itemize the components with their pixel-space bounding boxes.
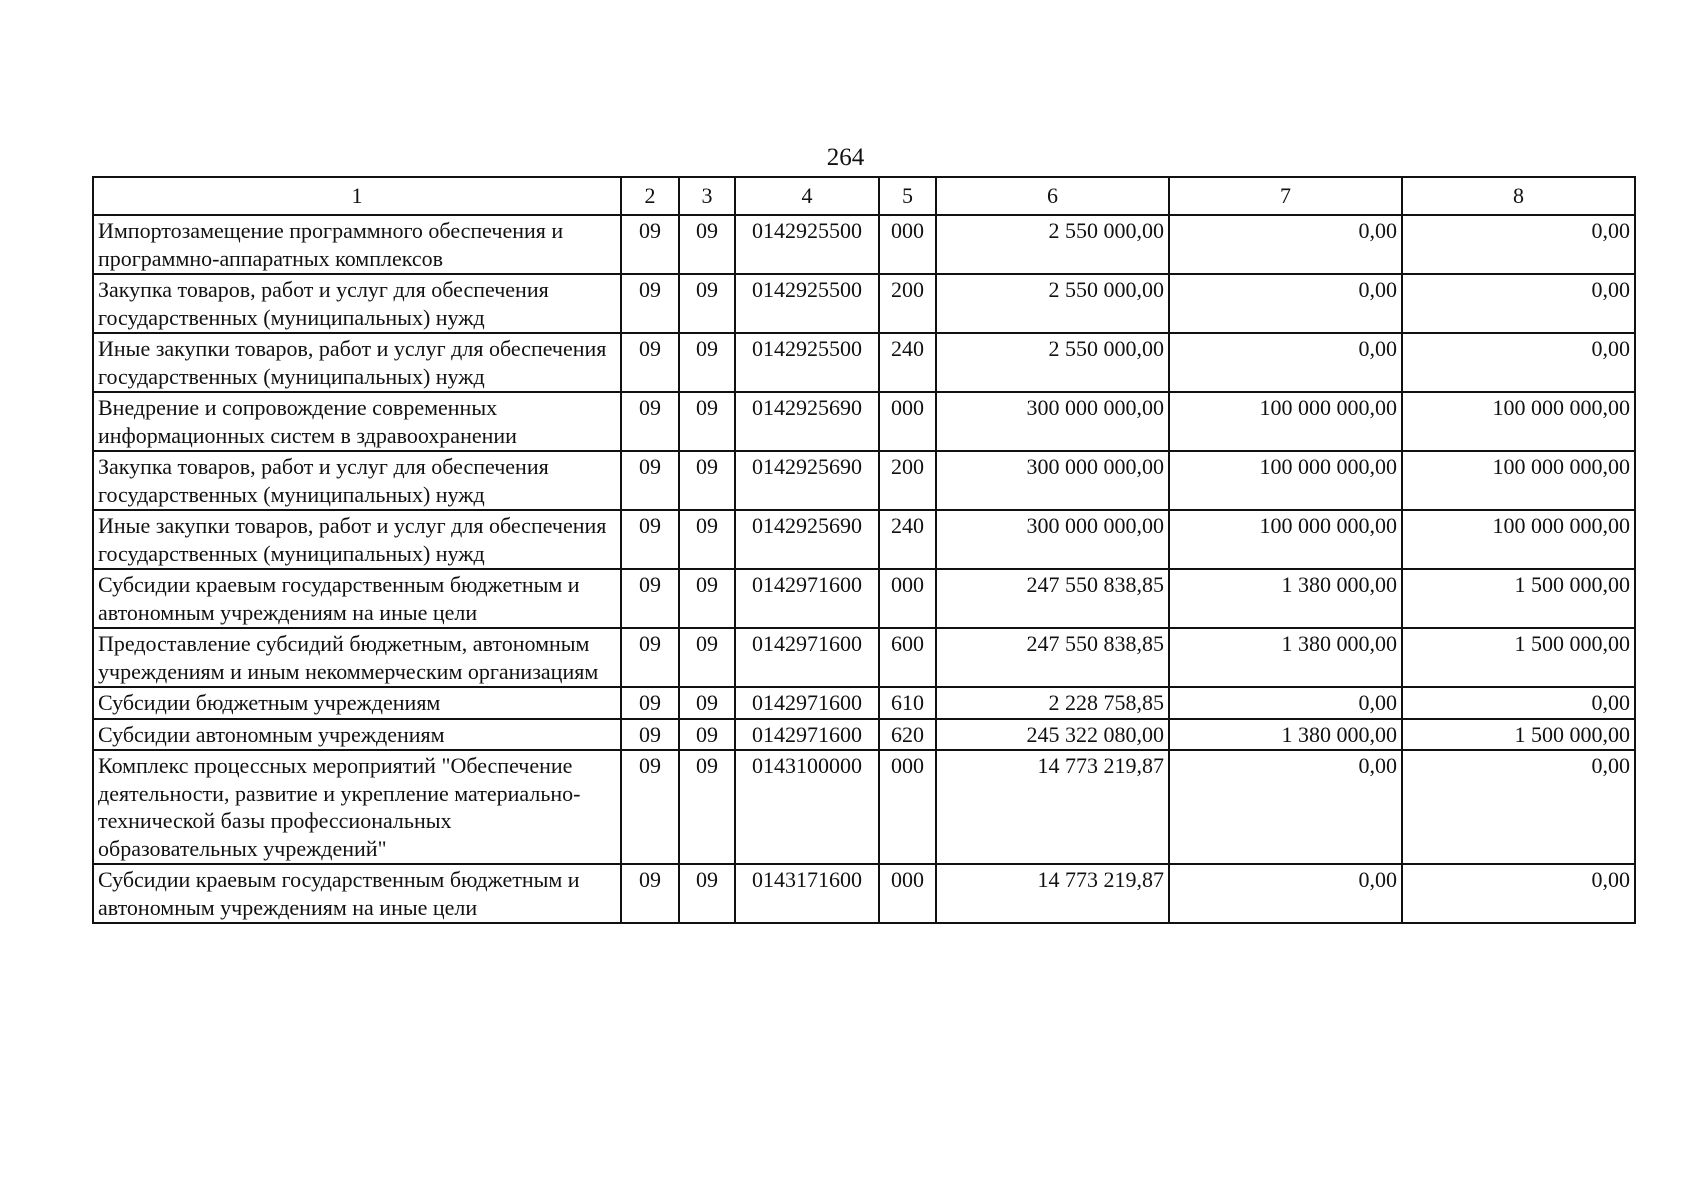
amount-col6-cell: 2 228 758,85 <box>936 687 1169 719</box>
subsection-code-cell: 09 <box>679 333 735 392</box>
column-header: 1 <box>93 177 621 215</box>
column-header: 4 <box>735 177 879 215</box>
section-code-cell: 09 <box>621 451 679 510</box>
column-header: 2 <box>621 177 679 215</box>
amount-col6-cell: 2 550 000,00 <box>936 274 1169 333</box>
section-code-cell: 09 <box>621 274 679 333</box>
table-row <box>93 333 1635 392</box>
expense-type-cell: 620 <box>879 719 936 751</box>
subsection-code-cell: 09 <box>679 451 735 510</box>
row-name-cell: Иные закупки товаров, работ и услуг для обеспечения государственных (муниципальных) нужд <box>93 333 621 392</box>
amount-col8-cell: 0,00 <box>1402 215 1635 274</box>
amount-col8-cell: 0,00 <box>1402 687 1635 719</box>
subsection-code-cell: 09 <box>679 510 735 569</box>
table-row <box>93 750 1635 864</box>
subsection-code-cell: 09 <box>679 569 735 628</box>
expense-type-cell: 610 <box>879 687 936 719</box>
amount-col8-cell: 1 500 000,00 <box>1402 569 1635 628</box>
page-number: 264 <box>826 144 865 171</box>
amount-col8-cell: 0,00 <box>1402 864 1635 923</box>
subsection-code-cell: 09 <box>679 864 735 923</box>
amount-col8-cell: 100 000 000,00 <box>1402 392 1635 451</box>
column-header: 7 <box>1169 177 1402 215</box>
table-row <box>93 510 1635 569</box>
row-name-cell: Предоставление субсидий бюджетным, автономным учреждениям и иным некоммерческим организациям <box>93 628 621 687</box>
amount-col8-cell: 0,00 <box>1402 750 1635 864</box>
target-article-cell: 0142925500 <box>735 274 879 333</box>
amount-col7-cell: 100 000 000,00 <box>1169 451 1402 510</box>
target-article-cell: 0142925690 <box>735 392 879 451</box>
amount-col8-cell: 100 000 000,00 <box>1402 451 1635 510</box>
row-name-cell: Комплекс процессных мероприятий "Обеспечение деятельности, развитие и укрепление материально-технической базы профессиональных образовательных учреждений" <box>93 750 621 864</box>
table-row <box>93 569 1635 628</box>
subsection-code-cell: 09 <box>679 687 735 719</box>
expense-type-cell: 000 <box>879 215 936 274</box>
row-name-cell: Закупка товаров, работ и услуг для обеспечения государственных (муниципальных) нужд <box>93 274 621 333</box>
amount-col7-cell: 1 380 000,00 <box>1169 569 1402 628</box>
section-code-cell: 09 <box>621 569 679 628</box>
amount-col8-cell: 0,00 <box>1402 274 1635 333</box>
target-article-cell: 0142971600 <box>735 628 879 687</box>
section-code-cell: 09 <box>621 628 679 687</box>
table-row <box>93 864 1635 923</box>
expense-type-cell: 200 <box>879 274 936 333</box>
target-article-cell: 0142925690 <box>735 510 879 569</box>
expense-type-cell: 000 <box>879 864 936 923</box>
amount-col6-cell: 2 550 000,00 <box>936 215 1169 274</box>
amount-col7-cell: 0,00 <box>1169 333 1402 392</box>
row-name-cell: Субсидии бюджетным учреждениям <box>93 687 621 719</box>
section-code-cell: 09 <box>621 333 679 392</box>
expense-type-cell: 000 <box>879 750 936 864</box>
target-article-cell: 0142925500 <box>735 215 879 274</box>
target-article-cell: 0142925690 <box>735 451 879 510</box>
expense-type-cell: 240 <box>879 333 936 392</box>
subsection-code-cell: 09 <box>679 215 735 274</box>
expense-type-cell: 000 <box>879 569 936 628</box>
table-row <box>93 274 1635 333</box>
amount-col6-cell: 247 550 838,85 <box>936 628 1169 687</box>
row-name-cell: Импортозамещение программного обеспечения и программно-аппаратных комплексов <box>93 215 621 274</box>
table-row <box>93 719 1635 751</box>
target-article-cell: 0142971600 <box>735 719 879 751</box>
table-row <box>93 215 1635 274</box>
expense-type-cell: 240 <box>879 510 936 569</box>
target-article-cell: 0143100000 <box>735 750 879 864</box>
column-header: 8 <box>1402 177 1635 215</box>
amount-col7-cell: 1 380 000,00 <box>1169 628 1402 687</box>
subsection-code-cell: 09 <box>679 628 735 687</box>
target-article-cell: 0142971600 <box>735 687 879 719</box>
section-code-cell: 09 <box>621 510 679 569</box>
amount-col6-cell: 300 000 000,00 <box>936 451 1169 510</box>
row-name-cell: Иные закупки товаров, работ и услуг для обеспечения государственных (муниципальных) нужд <box>93 510 621 569</box>
amount-col6-cell: 300 000 000,00 <box>936 510 1169 569</box>
table-row <box>93 392 1635 451</box>
expense-type-cell: 600 <box>879 628 936 687</box>
amount-col7-cell: 0,00 <box>1169 864 1402 923</box>
amount-col7-cell: 0,00 <box>1169 215 1402 274</box>
table-row <box>93 687 1635 719</box>
column-header: 5 <box>879 177 936 215</box>
row-name-cell: Внедрение и сопровождение современных информационных систем в здравоохранении <box>93 392 621 451</box>
table-row <box>93 628 1635 687</box>
amount-col7-cell: 100 000 000,00 <box>1169 510 1402 569</box>
amount-col6-cell: 300 000 000,00 <box>936 392 1169 451</box>
amount-col7-cell: 0,00 <box>1169 687 1402 719</box>
expense-type-cell: 200 <box>879 451 936 510</box>
amount-col8-cell: 0,00 <box>1402 333 1635 392</box>
amount-col7-cell: 0,00 <box>1169 274 1402 333</box>
target-article-cell: 0142971600 <box>735 569 879 628</box>
subsection-code-cell: 09 <box>679 274 735 333</box>
amount-col7-cell: 0,00 <box>1169 750 1402 864</box>
section-code-cell: 09 <box>621 687 679 719</box>
header-row <box>93 177 1635 215</box>
section-code-cell: 09 <box>621 750 679 864</box>
amount-col8-cell: 1 500 000,00 <box>1402 719 1635 751</box>
table-row <box>93 451 1635 510</box>
target-article-cell: 0143171600 <box>735 864 879 923</box>
section-code-cell: 09 <box>621 392 679 451</box>
amount-col6-cell: 2 550 000,00 <box>936 333 1169 392</box>
amount-col6-cell: 247 550 838,85 <box>936 569 1169 628</box>
section-code-cell: 09 <box>621 215 679 274</box>
target-article-cell: 0142925500 <box>735 333 879 392</box>
row-name-cell: Закупка товаров, работ и услуг для обеспечения государственных (муниципальных) нужд <box>93 451 621 510</box>
amount-col6-cell: 14 773 219,87 <box>936 864 1169 923</box>
subsection-code-cell: 09 <box>679 750 735 864</box>
amount-col8-cell: 1 500 000,00 <box>1402 628 1635 687</box>
column-header: 3 <box>679 177 735 215</box>
amount-col6-cell: 245 322 080,00 <box>936 719 1169 751</box>
subsection-code-cell: 09 <box>679 719 735 751</box>
row-name-cell: Субсидии краевым государственным бюджетным и автономным учреждениям на иные цели <box>93 569 621 628</box>
amount-col7-cell: 100 000 000,00 <box>1169 392 1402 451</box>
amount-col7-cell: 1 380 000,00 <box>1169 719 1402 751</box>
budget-table <box>92 176 1636 924</box>
column-header: 6 <box>936 177 1169 215</box>
subsection-code-cell: 09 <box>679 392 735 451</box>
row-name-cell: Субсидии краевым государственным бюджетным и автономным учреждениям на иные цели <box>93 864 621 923</box>
expense-type-cell: 000 <box>879 392 936 451</box>
amount-col6-cell: 14 773 219,87 <box>936 750 1169 864</box>
row-name-cell: Субсидии автономным учреждениям <box>93 719 621 751</box>
section-code-cell: 09 <box>621 864 679 923</box>
section-code-cell: 09 <box>621 719 679 751</box>
amount-col8-cell: 100 000 000,00 <box>1402 510 1635 569</box>
